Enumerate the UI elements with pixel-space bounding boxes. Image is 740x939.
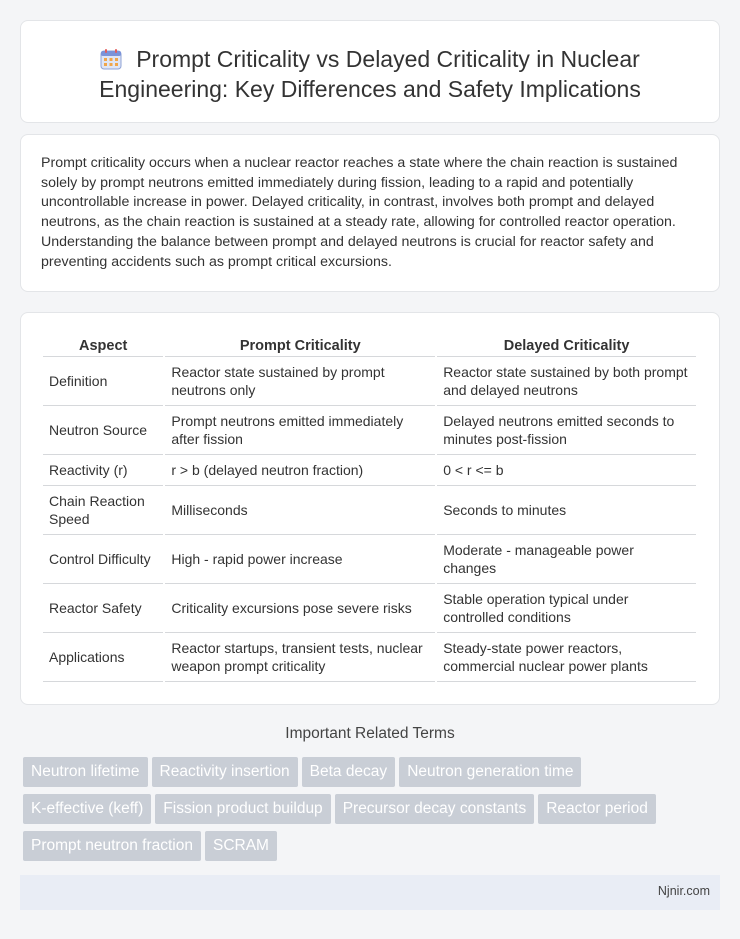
row-delayed: Moderate - manageable power changes bbox=[437, 535, 696, 584]
row-delayed: Steady-state power reactors, commercial nuclear power plants bbox=[437, 633, 696, 682]
table-header-row bbox=[43, 335, 696, 357]
table-row bbox=[43, 633, 696, 682]
table-row bbox=[43, 486, 696, 535]
tag-neutron-lifetime[interactable]: Neutron lifetime bbox=[23, 757, 148, 787]
tag-fission-product-buildup[interactable]: Fission product buildup bbox=[155, 794, 330, 824]
row-prompt: Reactor startups, transient tests, nuclear weapon prompt criticality bbox=[165, 633, 435, 682]
row-aspect: Neutron Source bbox=[43, 406, 163, 455]
table-row bbox=[43, 455, 696, 486]
intro-card bbox=[20, 134, 720, 292]
row-aspect: Reactivity (r) bbox=[43, 455, 163, 486]
intro-paragraph: Prompt criticality occurs when a nuclear reactor reaches a state where the chain reaction is sustained solely by prompt neutrons emitted immediately during fission, leading to a rapid and potentially uncontrollable increase in power. Delayed criticality, in contrast, involves both prompt and delayed neutrons, as the chain reaction is sustained at a steady rate, allowing for controlled reactor operation. Understanding the balance between prompt and delayed neutrons is crucial for reactor safety and preventing accidents such as prompt critical excursions. bbox=[41, 155, 678, 270]
related-terms-heading: Important Related Terms bbox=[285, 725, 455, 742]
row-prompt: Criticality excursions pose severe risks bbox=[165, 584, 435, 633]
header-prompt-criticality: Prompt Criticality bbox=[165, 335, 435, 357]
row-aspect: Control Difficulty bbox=[43, 535, 163, 584]
title-card bbox=[20, 20, 720, 123]
header-delayed-criticality: Delayed Criticality bbox=[437, 335, 696, 357]
comparison-table-card bbox=[20, 312, 720, 705]
tag-reactor-period[interactable]: Reactor period bbox=[538, 794, 656, 824]
tag-beta-decay[interactable]: Beta decay bbox=[302, 757, 396, 787]
tag-precursor-decay-constants[interactable]: Precursor decay constants bbox=[335, 794, 535, 824]
tag-neutron-generation-time[interactable]: Neutron generation time bbox=[399, 757, 581, 787]
page-title-text: Prompt Criticality vs Delayed Criticality in Nuclear Engineering: Key Differences and Safety Implications bbox=[99, 46, 641, 102]
row-delayed: 0 < r <= b bbox=[437, 455, 696, 486]
tag-reactivity-insertion[interactable]: Reactivity insertion bbox=[152, 757, 298, 787]
table-row bbox=[43, 584, 696, 633]
row-prompt: Milliseconds bbox=[165, 486, 435, 535]
comparison-table bbox=[41, 335, 698, 682]
row-aspect: Applications bbox=[43, 633, 163, 682]
related-terms-tags bbox=[23, 757, 723, 868]
row-aspect: Definition bbox=[43, 357, 163, 406]
footer bbox=[20, 875, 720, 910]
header-aspect: Aspect bbox=[43, 335, 163, 357]
row-prompt: High - rapid power increase bbox=[165, 535, 435, 584]
row-delayed: Stable operation typical under controlled conditions bbox=[437, 584, 696, 633]
row-prompt: Reactor state sustained by prompt neutrons only bbox=[165, 357, 435, 406]
tag-scram[interactable]: SCRAM bbox=[205, 831, 277, 861]
table-row bbox=[43, 406, 696, 455]
row-delayed: Reactor state sustained by both prompt and delayed neutrons bbox=[437, 357, 696, 406]
calendar-icon bbox=[100, 48, 122, 70]
table-row bbox=[43, 535, 696, 584]
page-title bbox=[51, 44, 689, 104]
row-aspect: Reactor Safety bbox=[43, 584, 163, 633]
footer-site[interactable]: Njnir.com bbox=[657, 884, 710, 898]
row-delayed: Delayed neutrons emitted seconds to minutes post-fission bbox=[437, 406, 696, 455]
table-row bbox=[43, 357, 696, 406]
row-prompt: r > b (delayed neutron fraction) bbox=[165, 455, 435, 486]
row-delayed: Seconds to minutes bbox=[437, 486, 696, 535]
row-prompt: Prompt neutrons emitted immediately after fission bbox=[165, 406, 435, 455]
row-aspect: Chain Reaction Speed bbox=[43, 486, 163, 535]
tag-prompt-neutron-fraction[interactable]: Prompt neutron fraction bbox=[23, 831, 201, 861]
tag-k-effective[interactable]: K-effective (keff) bbox=[23, 794, 151, 824]
